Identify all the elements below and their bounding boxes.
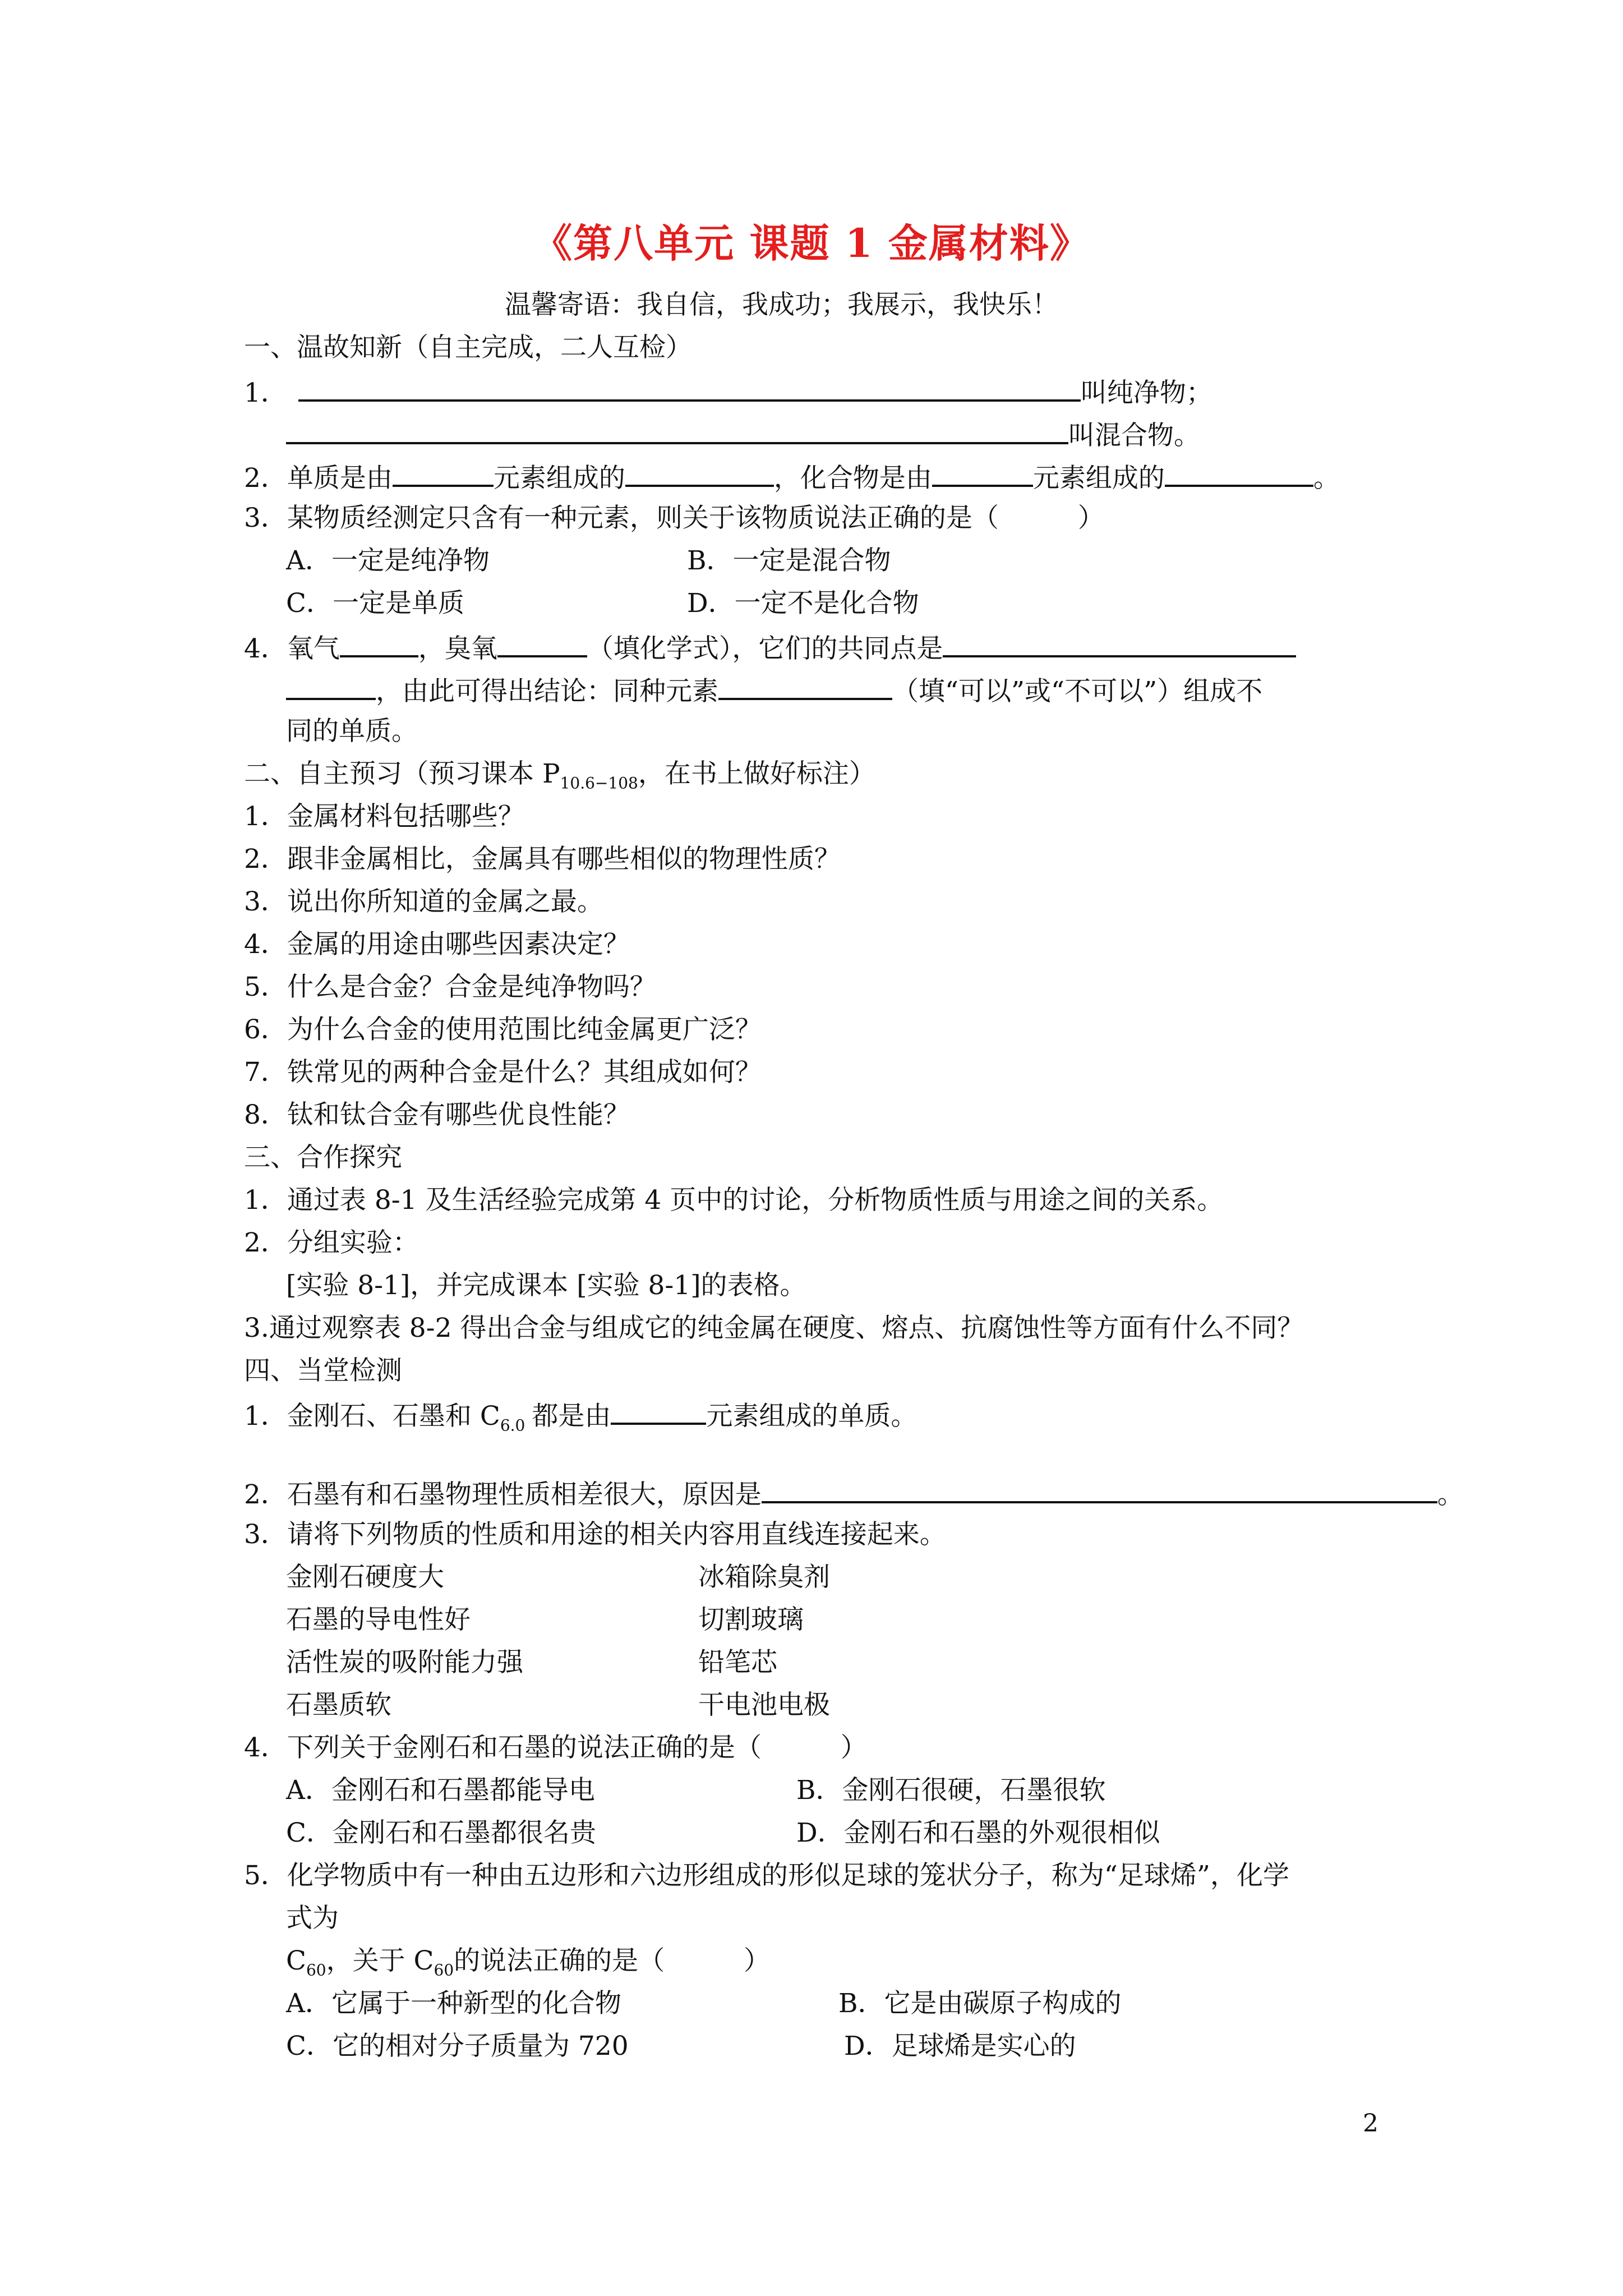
question: 4．下列关于金刚石和石墨的说法正确的是（ ）	[244, 1732, 867, 1763]
question-text: 叫混合物。	[1068, 420, 1200, 451]
section-heading: 一、温故知新（自主完成，二人互检）	[244, 332, 692, 363]
list-item: 2．跟非金属相比，金属具有哪些相似的物理性质？	[244, 844, 841, 875]
question-text: ，由此可得出结论：同种元素	[376, 676, 718, 707]
section-heading: 四、当堂检测	[244, 1355, 402, 1386]
match-right-item: 干电池电极	[698, 1690, 830, 1720]
match-right-item: 铅笔芯	[698, 1647, 777, 1678]
match-left-item: 石墨质软	[286, 1690, 391, 1720]
question: 1．通过表 8-1 及生活经验完成第 4 页中的讨论，分析物质性质与用途之间的关系。	[244, 1185, 1224, 1216]
question: 2．分组实验：	[244, 1227, 419, 1258]
match-left-item: 石墨的导电性好	[286, 1604, 471, 1635]
question: 2．石墨有和石墨物理性质相差很大，原因是 。	[244, 1475, 1464, 1512]
question-text: 2．单质是由	[244, 463, 393, 494]
section-heading: 二、自主预习（预习课本 $P_{10.6-108}$，在书上做好标注）	[244, 758, 875, 793]
question-text: ，臭氧	[418, 633, 497, 664]
answer-blank[interactable]	[932, 459, 1033, 487]
answer-blank[interactable]	[286, 416, 1068, 444]
option: B．它是由碳原子构成的	[838, 1988, 1122, 2019]
question	[286, 672, 1262, 708]
question-text: 元素组成的	[493, 463, 625, 494]
question-text: 。	[1313, 463, 1340, 494]
question-text: （填“可以”或“不可以”）组成不	[892, 676, 1263, 707]
page-title: 《第八单元 课题 1 金属材料》	[533, 220, 1090, 266]
question: 3．某物质经测定只含有一种元素，则关于该物质说法正确的是（ ）	[244, 503, 1104, 533]
section-heading: 三、合作探究	[244, 1142, 402, 1173]
answer-blank[interactable]	[286, 672, 376, 700]
question: 5．化学物质中有一种由五边形和六边形组成的形似足球的笼状分子，称为“足球烯”，化学	[244, 1860, 1289, 1891]
question-text: [实验 8-1]，并完成课本 [实验 8-1]的表格。	[286, 1270, 806, 1301]
answer-blank[interactable]	[611, 1397, 706, 1425]
motto: 温馨寄语：我自信，我成功；我展示，我快乐！	[505, 289, 1058, 320]
answer-blank[interactable]	[298, 374, 1081, 402]
question-text: （填化学式），它们的共同点是	[587, 633, 943, 664]
match-left-item: 活性炭的吸附能力强	[286, 1647, 523, 1678]
option: A．它属于一种新型的化合物	[286, 1988, 621, 2019]
match-right-item: 冰箱除臭剂	[698, 1562, 830, 1593]
question-text: 式为	[286, 1903, 339, 1934]
option: C．它的相对分子质量为 720	[286, 2031, 629, 2062]
question-text: 叫纯净物；	[1080, 378, 1212, 408]
answer-blank[interactable]	[497, 629, 587, 657]
list-item: 8．钛和钛合金有哪些优良性能？	[244, 1099, 630, 1130]
question-text: ，化合物是由	[773, 463, 932, 494]
answer-blank[interactable]	[625, 459, 774, 487]
list-item: 5．什么是合金？合金是纯净物吗？	[244, 972, 656, 1002]
page-number: 2	[1363, 2109, 1378, 2138]
question: 3．请将下列物质的性质和用途的相关内容用直线连接起来。	[244, 1519, 946, 1550]
option: C．金刚石和石墨都很名贵	[286, 1818, 596, 1848]
answer-blank[interactable]	[340, 629, 418, 657]
answer-blank[interactable]	[393, 459, 494, 487]
option: A．金刚石和石墨都能导电	[286, 1775, 595, 1806]
option: A．一定是纯净物	[286, 545, 490, 576]
list-item: 6．为什么合金的使用范围比纯金属更广泛？	[244, 1014, 762, 1045]
question	[286, 416, 1200, 453]
list-item: 7．铁常见的两种合金是什么？其组成如何？	[244, 1057, 762, 1088]
option: D．一定不是化合物	[687, 588, 919, 619]
answer-blank[interactable]	[1165, 459, 1313, 487]
option: D．足球烯是实心的	[844, 2031, 1076, 2062]
question: 3.通过观察表 8-2 得出合金与组成它的纯金属在硬度、熔点、抗腐蚀性等方面有什么不同？	[244, 1313, 1304, 1343]
option: B．金刚石很硬，石墨很软	[796, 1775, 1106, 1806]
option: B．一定是混合物	[687, 545, 891, 576]
match-right-item: 切割玻璃	[698, 1604, 804, 1635]
list-item: 1．金属材料包括哪些？	[244, 801, 524, 832]
answer-blank[interactable]	[762, 1475, 1437, 1503]
question-text: $C_{60}$，关于 $C_{60}$的说法正确的是（ ）	[286, 1945, 771, 1980]
question	[244, 459, 1340, 495]
match-left-item: 金刚石硬度大	[286, 1562, 444, 1593]
list-item: 4．金属的用途由哪些因素决定？	[244, 929, 630, 960]
answer-blank[interactable]	[718, 672, 892, 700]
question-text: 同的单质。	[286, 716, 418, 747]
question	[244, 374, 1212, 410]
question-text: 元素组成的	[1032, 463, 1165, 494]
question: 1．金刚石、石墨和 $C_{6.0}$ 都是由 元素组成的单质。	[244, 1397, 917, 1442]
option: C．一定是单质	[286, 588, 464, 619]
question-number: 1．	[244, 378, 287, 408]
list-item: 3．说出你所知道的金属之最。	[244, 886, 603, 917]
question	[244, 629, 1296, 666]
answer-blank[interactable]	[943, 629, 1296, 657]
option: D．金刚石和石墨的外观很相似	[796, 1818, 1160, 1848]
question-text: 4．氧气	[244, 633, 340, 664]
